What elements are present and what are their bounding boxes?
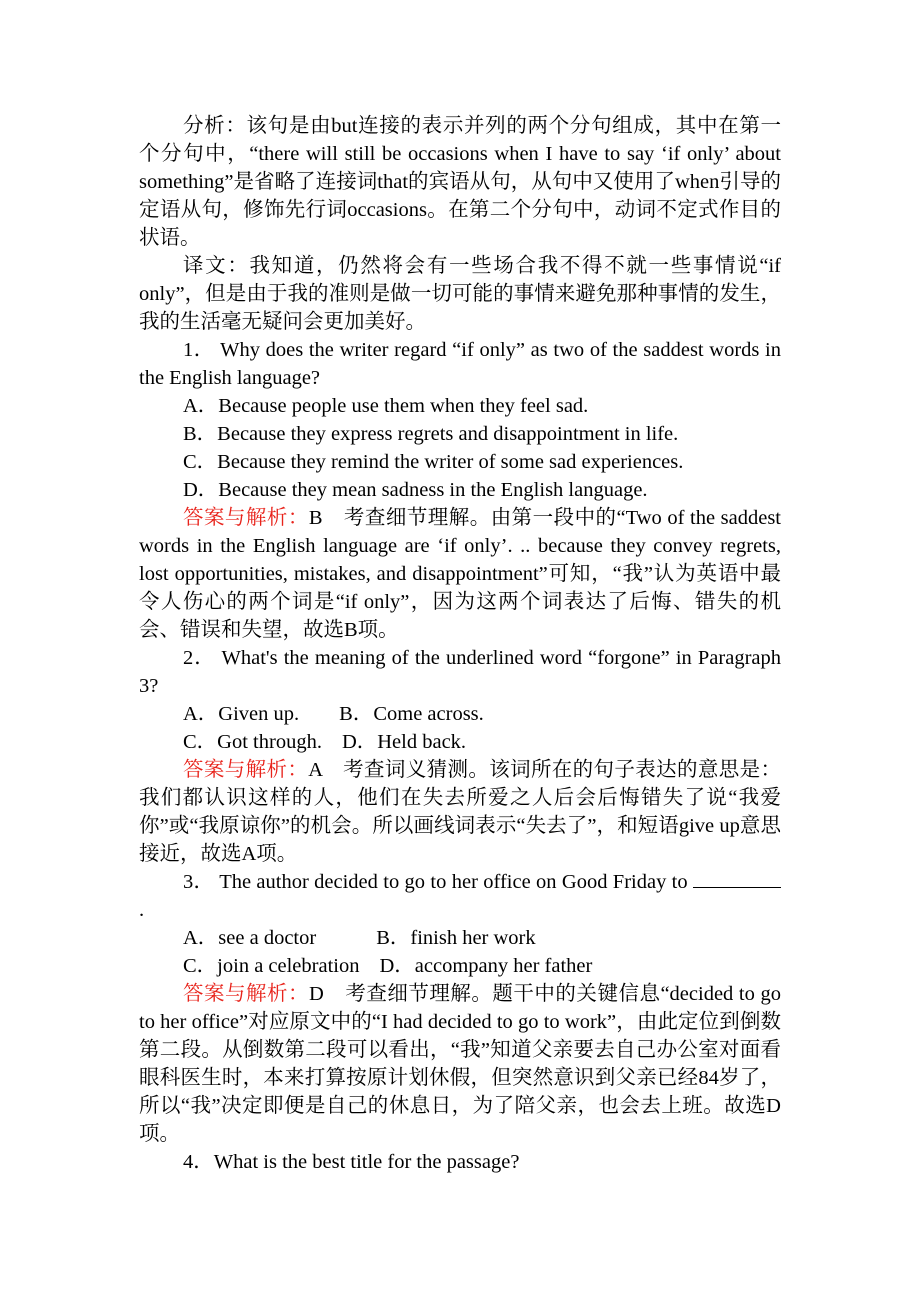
question-stem: 2． What's the meaning of the underlined word “forgone” in Paragraph 3? (139, 647, 781, 697)
option-c: C．Because they remind the writer of some sad experiences. (183, 451, 684, 473)
question-stem: 1． Why does the writer regard “if only” as two of the saddest words in the English language? (139, 339, 781, 389)
analysis-paragraph: 分析：该句是由but连接的表示并列的两个分句组成，其中在第一个分句中，“there will still be occasions when I have to say ‘if only’ about something”是省略了连接词that的宾语从句，从句中又使用了when引导的定语从句，修饰先行词occasions。在第二个分句中，动词不定式作目的状语。 (139, 115, 781, 249)
option-a: A．Because people use them when they feel sad. (183, 395, 589, 417)
fill-in-blank (693, 869, 781, 888)
answer-text: B 考查细节理解。由第一段中的“Two of the saddest words in the English language are ‘if only’. .. because they convey regrets, lost opportunities, mistakes, and disappointment”可知，“我”认为英语中最令人伤心的两个词是“if only”，因为这两个词表达了后悔、错失的机会、错误和失望，故选B项。 (139, 507, 781, 641)
option-b: B．Come across. (339, 703, 484, 725)
option-d: D．Held back. (341, 731, 467, 753)
answer-text: D 考查细节理解。题干中的关键信息“decided to go to her office”对应原文中的“I had decided to go to work”，由此定位到倒数第二段。从倒数第二段可以看出，“我”知道父亲要去自己办公室对面看眼科医生时，本来打算按原计划休假，但突然意识到父亲已经84岁了，所以“我”决定即便是自己的休息日，为了陪父亲，也会去上班。故选D项。 (139, 983, 782, 1145)
question-stem: 3． The author decided to go to her office on Good Friday to . (139, 868, 781, 924)
option-a: A．see a doctor (183, 927, 317, 949)
option-b: B．Because they express regrets and disappointment in life. (183, 423, 679, 445)
option-row (139, 952, 781, 980)
option-c: C．join a celebration (183, 955, 360, 977)
answer-explanation (139, 980, 781, 1148)
answer-label: 答案与解析： (183, 759, 309, 781)
option-a: A．Given up. (183, 703, 300, 725)
option-d: D．accompany her father (379, 955, 593, 977)
question-4 (139, 1148, 781, 1176)
translation-paragraph: 译文：我知道，仍然将会有一些场合我不得不就一些事情说“if only”，但是由于我的准则是做一切可能的事情来避免那种事情的发生，我的生活毫无疑问会更加美好。 (139, 255, 781, 333)
answer-text: A 考查词义猜测。该词所在的句子表达的意思是：我们都认识这样的人，他们在失去所爱之人后会后悔错失了说“我爱你”或“我原谅你”的机会。所以画线词表示“失去了”，和短语give up意思接近，故选A项。 (139, 759, 781, 865)
option-row (139, 700, 781, 728)
option-c: C．Got through. (183, 731, 322, 753)
answer-label: 答案与解析： (183, 507, 309, 529)
option-d: D．Because they mean sadness in the English language. (183, 479, 648, 501)
document-page (139, 112, 781, 1176)
question-2 (139, 644, 781, 868)
answer-label: 答案与解析： (183, 983, 310, 1005)
question-stem: 4．What is the best title for the passage? (183, 1151, 520, 1173)
option-row (139, 924, 781, 952)
answer-explanation (139, 504, 781, 644)
question-3 (139, 868, 781, 1148)
option-row (139, 728, 781, 756)
answer-explanation (139, 756, 781, 868)
question-1 (139, 336, 781, 644)
option-b: B．finish her work (376, 927, 536, 949)
